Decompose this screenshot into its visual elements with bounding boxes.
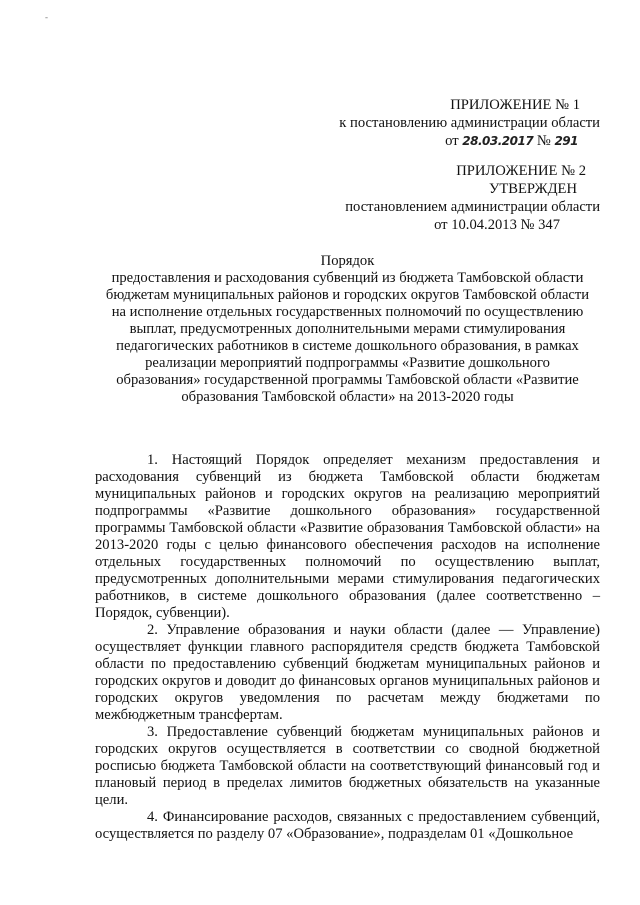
handwritten-date: 28.03.2017 bbox=[462, 134, 534, 148]
paragraph-1: 1. Настоящий Порядок определяет механизм предоставления и расходования субвенций из бюджета Тамбовской области бюджетам муниципальных районов и городских округов на реализацию мероприятий подпрограммы «Развитие дошкольного образования» государственной программы Тамбовской области «Развитие образования Тамбовской области» на 2013-2020 годы с целью финансового обеспечения расходов на исполнение отдельных государственных полномочий по осуществлению выплат, предусмотренных дополнительными мерами стимулирования педагогических работников, в системе дошкольного образования (далее соответственно – Порядок, субвенции). bbox=[95, 452, 600, 621]
heading-title: Порядок bbox=[320, 253, 375, 269]
heading-line: образования Тамбовской области» на 2013-2020 годы bbox=[181, 389, 514, 405]
number-label: № bbox=[536, 133, 551, 149]
paragraph-3: 3. Предоставление субвенций бюджетам муниципальных районов и городских округов осуществляется в соответствии со сводной бюджетной росписью бюджета Тамбовской области на соответствующий финансовый год и плановый период в пределах лимитов бюджетных обязательств на указанные цели. bbox=[95, 724, 600, 808]
paragraph-4: 4. Финансирование расходов, связанных с предоставлением субвенций, осуществляется по разделу 07 «Образование», подразделам 01 «Дошкольное bbox=[95, 809, 600, 842]
handwritten-number: 291 bbox=[554, 134, 578, 148]
appendix-1-date-line bbox=[445, 133, 578, 150]
document-body bbox=[95, 452, 600, 843]
corner-mark: - bbox=[45, 12, 48, 22]
appendix-1-subtitle: к постановлению администрации области bbox=[339, 115, 600, 131]
approved-date-line: от 10.04.2013 № 347 bbox=[434, 217, 560, 233]
heading-line: на исполнение отдельных государственных полномочий по осуществлению bbox=[111, 304, 584, 320]
from-label: от bbox=[445, 133, 459, 149]
heading-line: реализации мероприятий подпрограммы «Развитие дошкольного bbox=[145, 355, 550, 371]
heading-line: образования» государственной программы Тамбовской области «Развитие bbox=[116, 372, 579, 388]
approved-label: УТВЕРЖДЕН bbox=[489, 181, 577, 197]
paragraph-2: 2. Управление образования и науки области (далее — Управление) осуществляет функции главного распорядителя средств бюджета Тамбовской области по предоставлению субвенций бюджетам муниципальных районов и городских округов и доводит до финансовых органов муниципальных районов и городских округов уведомления по расчетам между бюджетами по межбюджетным трансфертам. bbox=[95, 622, 600, 723]
appendix-1-title: ПРИЛОЖЕНИЕ № 1 bbox=[450, 97, 580, 113]
approved-by-line: постановлением администрации области bbox=[345, 199, 600, 215]
heading-line: педагогических работников в системе дошкольного образования, в рамках bbox=[116, 338, 579, 354]
heading-line: выплат, предусмотренных дополнительными мерами стимулирования bbox=[129, 321, 566, 337]
heading-line: предоставления и расходования субвенций из бюджета Тамбовской области bbox=[111, 270, 584, 286]
heading-line: бюджетам муниципальных районов и городских округов Тамбовской области bbox=[105, 287, 590, 303]
appendix-2-title: ПРИЛОЖЕНИЕ № 2 bbox=[456, 163, 586, 179]
document-heading bbox=[95, 253, 600, 406]
